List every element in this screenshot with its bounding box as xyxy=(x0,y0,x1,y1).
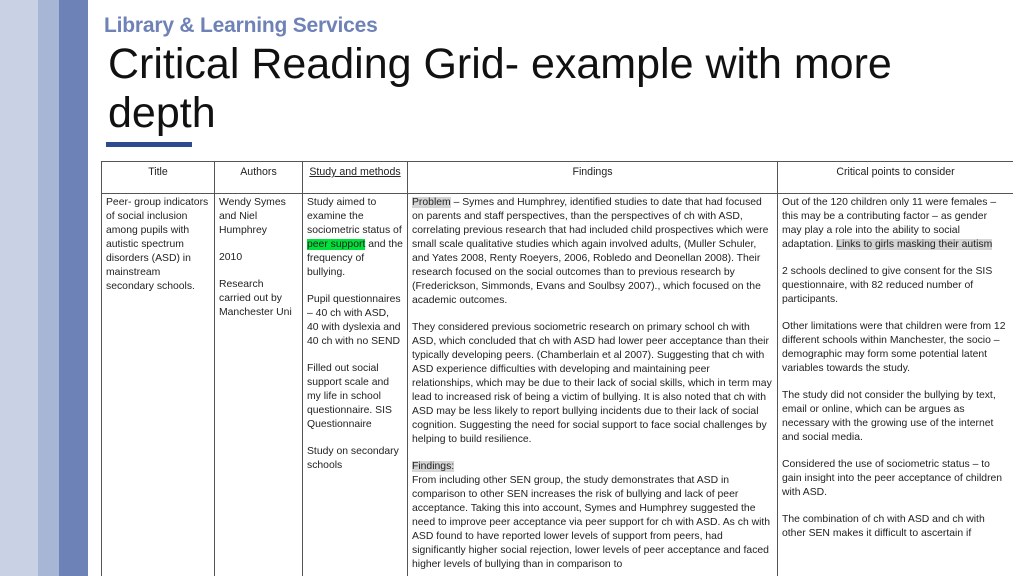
grid-row xyxy=(102,194,1014,576)
cell-authors xyxy=(215,194,303,576)
critical-gender: Out of the 120 children only 11 were females – this may be a contributing factor – as gender may play a role into the ability to social adaptation. Links to girls masking their autism xyxy=(782,197,997,250)
slide-title: Critical Reading Grid- example with more depth xyxy=(108,40,892,137)
highlight-peer-support: peer support xyxy=(307,239,366,250)
authors-names: Wendy Symes and Niel Humphrey xyxy=(219,197,286,236)
decor-stripe-dark xyxy=(59,0,88,576)
study-title-text: Peer- group indicators of social inclusion among pupils with autistic spectrum disorders (ASD) in mainstream secondary schools. xyxy=(106,197,209,292)
findings-prior-research: They considered previous sociometric research on primary school ch with ASD, which concluded that ch with ASD had lower peer acceptance than their typically developing peers. (Chamberlain et al 2007). Suggesting that ch with ASD experience difficulties with developing and maintaining peer relationships, which may be due to their lack of social skills, which in term may lead to increased risk of being a victim of bullying. It is also noted that ch with ASD may be less likely to report bullying incidents due to their lack of social cognition. Suggesting the need for social support to face social challenges by helping to build resilience. xyxy=(412,322,772,445)
critical-reading-grid xyxy=(101,161,1013,576)
grid-table xyxy=(101,161,1013,576)
title-accent-bar xyxy=(106,142,192,147)
study-participants: Pupil questionnaires – 40 ch with ASD, 40 with dyslexia and 40 ch with no SEND xyxy=(307,294,401,347)
study-aim: Study aimed to examine the sociometric status of peer support and the frequency of bullying. xyxy=(307,197,403,278)
findings-label-wrap xyxy=(412,460,773,474)
header-study-methods: Study and methods xyxy=(303,162,408,194)
header-authors: Authors xyxy=(215,162,303,194)
study-setting: Study on secondary schools xyxy=(307,446,399,471)
header-critical-points: Critical points to consider xyxy=(778,162,1014,194)
brand-logo-text: Library & Learning Services xyxy=(104,14,378,37)
cell-study-methods xyxy=(303,194,408,576)
problem-label: Problem xyxy=(412,197,451,208)
study-instruments: Filled out social support scale and my life in school questionnaire. SIS Questionnaire xyxy=(307,363,392,430)
findings-label: Findings: xyxy=(412,461,455,472)
decor-stripe-mid xyxy=(38,0,59,576)
critical-combination: The combination of ch with ASD and ch with other SEN makes it difficult to ascertain if xyxy=(782,514,985,539)
authors-institution: Research carried out by Manchester Uni xyxy=(219,279,292,318)
header-findings: Findings xyxy=(408,162,778,194)
critical-sociometric: Considered the use of sociometric status – to gain insight into the peer acceptance of children with ASD. xyxy=(782,459,1003,498)
authors-year: 2010 xyxy=(219,252,243,263)
critical-online-bullying: The study did not consider the bullying by text, email or online, which can be argues as necessary with the growing use of the internet and social media. xyxy=(782,390,996,443)
critical-limitations: Other limitations were that children were from 12 different schools within Manchester, the socio – demographic may form some potential latent variables towards the study. xyxy=(782,321,1006,374)
cell-critical-points xyxy=(778,194,1014,576)
findings-results: From including other SEN group, the study demonstrates that ASD in comparison to other SEN increases the risk of bullying and lack of peer acceptance. Taking this into account, Symes and Humphrey suggested the need to improve peer acceptance via peer support for ch with ASD. As ch with ASD found to have reported lower levels of support from peers, had significantly higher social rejection, lower levels of peer acceptance and faced higher levels of bullying than in comparison to xyxy=(412,475,771,570)
findings-problem: Problem – Symes and Humphrey, identified studies to date that had focused on parents and staff perspectives, than the perspectives of ch with ASD, correlating previous research that had included child prospectives which were small scale qualitative studies which again involved adults, (Muller Schuler, and Yates 2008, Renty Roeyers, 2006, Robledo and Deonellan 2008). Their research focused on the social outcomes than to previous research by (Frederickson, Simmonds, Evans and Soulbsy 2007)., which focused on the academic outcomes. xyxy=(412,197,769,306)
header-title: Title xyxy=(102,162,215,194)
grid-header-row xyxy=(102,162,1014,194)
cell-findings xyxy=(408,194,778,576)
cell-title xyxy=(102,194,215,576)
critical-consent: 2 schools declined to give consent for the SIS questionnaire, with 82 reduced number of participants. xyxy=(782,266,993,305)
highlight-girls-masking: Links to girls masking their autism xyxy=(836,239,993,250)
decor-stripe-light xyxy=(0,0,38,576)
